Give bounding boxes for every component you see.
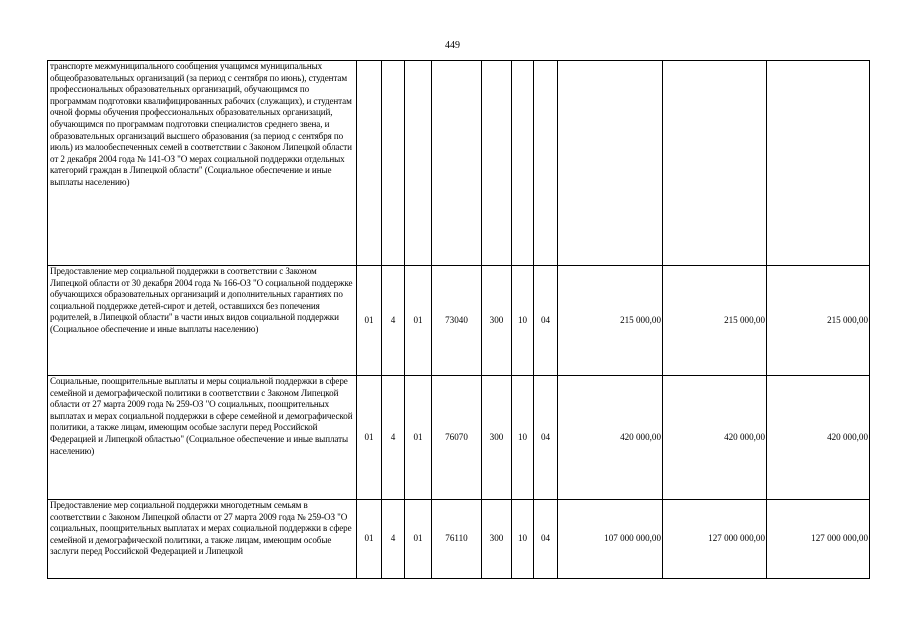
amount-cell: 215 000,00: [663, 266, 767, 376]
code-cell: 01: [357, 266, 382, 376]
amount-cell: 127 000 000,00: [663, 500, 767, 579]
code-cell: [482, 61, 512, 266]
code-cell: 01: [357, 500, 382, 579]
code-cell: 04: [534, 266, 558, 376]
code-cell: 300: [482, 376, 512, 500]
code-cell: [405, 61, 432, 266]
code-cell: 01: [405, 266, 432, 376]
amount-cell: [558, 61, 663, 266]
row-description: Социальные, поощрительные выплаты и меры социальной поддержки в сфере семейной и демографической политики в соответствии с Законом Липецкой области от 27 марта 2009 года № 259-ОЗ "О социальных, поощрительных выплатах и мерах социальной поддержки в сфере семейной и демографической политики, а также лицам, имеющим особые заслуги перед Российской Федерацией и Липецкой областью" (Социальное обеспечение и иные выплаты населению): [48, 376, 357, 500]
code-cell: 10: [512, 266, 534, 376]
code-cell: 73040: [432, 266, 482, 376]
code-cell: 4: [382, 500, 405, 579]
code-cell: 4: [382, 266, 405, 376]
amount-cell: 127 000 000,00: [767, 500, 870, 579]
table-row: [48, 61, 870, 266]
amount-cell: [767, 61, 870, 266]
row-description: Предоставление мер социальной поддержки многодетным семьям в соответствии с Законом Липецкой области от 27 марта 2009 года № 259-ОЗ "О социальных, поощрительных выплатах и мерах социальной поддержки в сфере семейной и демографической политики, а также лицам, имеющим особые заслуги перед Российской Федерацией и Липецкой: [48, 500, 357, 579]
code-cell: 04: [534, 500, 558, 579]
code-cell: 4: [382, 376, 405, 500]
amount-cell: [663, 61, 767, 266]
amount-cell: 215 000,00: [558, 266, 663, 376]
row-description: Предоставление мер социальной поддержки в соответствии с Законом Липецкой области от 30 декабря 2004 года № 166-ОЗ "О социальной поддержке обучающихся образовательных организаций и дополнительных гарантиях по социальной поддержке детей-сирот и детей, оставшихся без попечения родителей, в Липецкой области" в части иных видов социальной поддержки (Социальное обеспечение и иные выплаты населению): [48, 266, 357, 376]
table-row: [48, 266, 870, 376]
amount-cell: 420 000,00: [558, 376, 663, 500]
code-cell: [534, 61, 558, 266]
code-cell: 10: [512, 376, 534, 500]
amount-cell: 420 000,00: [663, 376, 767, 500]
code-cell: 04: [534, 376, 558, 500]
code-cell: 01: [405, 376, 432, 500]
budget-table: [47, 60, 870, 579]
amount-cell: 215 000,00: [767, 266, 870, 376]
table-row: [48, 376, 870, 500]
code-cell: 10: [512, 500, 534, 579]
code-cell: 01: [405, 500, 432, 579]
code-cell: 76070: [432, 376, 482, 500]
page-number: 449: [445, 40, 460, 51]
code-cell: 01: [357, 376, 382, 500]
code-cell: 300: [482, 500, 512, 579]
code-cell: 76110: [432, 500, 482, 579]
code-cell: [432, 61, 482, 266]
code-cell: [512, 61, 534, 266]
code-cell: 300: [482, 266, 512, 376]
code-cell: [357, 61, 382, 266]
amount-cell: 420 000,00: [767, 376, 870, 500]
table-row: [48, 500, 870, 579]
amount-cell: 107 000 000,00: [558, 500, 663, 579]
row-description: транспорте межмуниципального сообщения учащимся муниципальных общеобразовательных организаций (за период с сентября по июнь), студентам профессиональных образовательных организаций, обучающимся по программам подготовки квалифицированных рабочих (служащих), и студентам очной формы обучения профессиональных образовательных организаций, обучающимся по программам подготовки специалистов среднего звена, и образовательных организаций высшего образования (за период с сентября по июль) из малообеспеченных семей в соответствии с Законом Липецкой области от 2 декабря 2004 года № 141-ОЗ "О мерах социальной поддержки отдельных категорий граждан в Липецкой области" (Социальное обеспечение и иные выплаты населению): [48, 61, 357, 266]
code-cell: [382, 61, 405, 266]
